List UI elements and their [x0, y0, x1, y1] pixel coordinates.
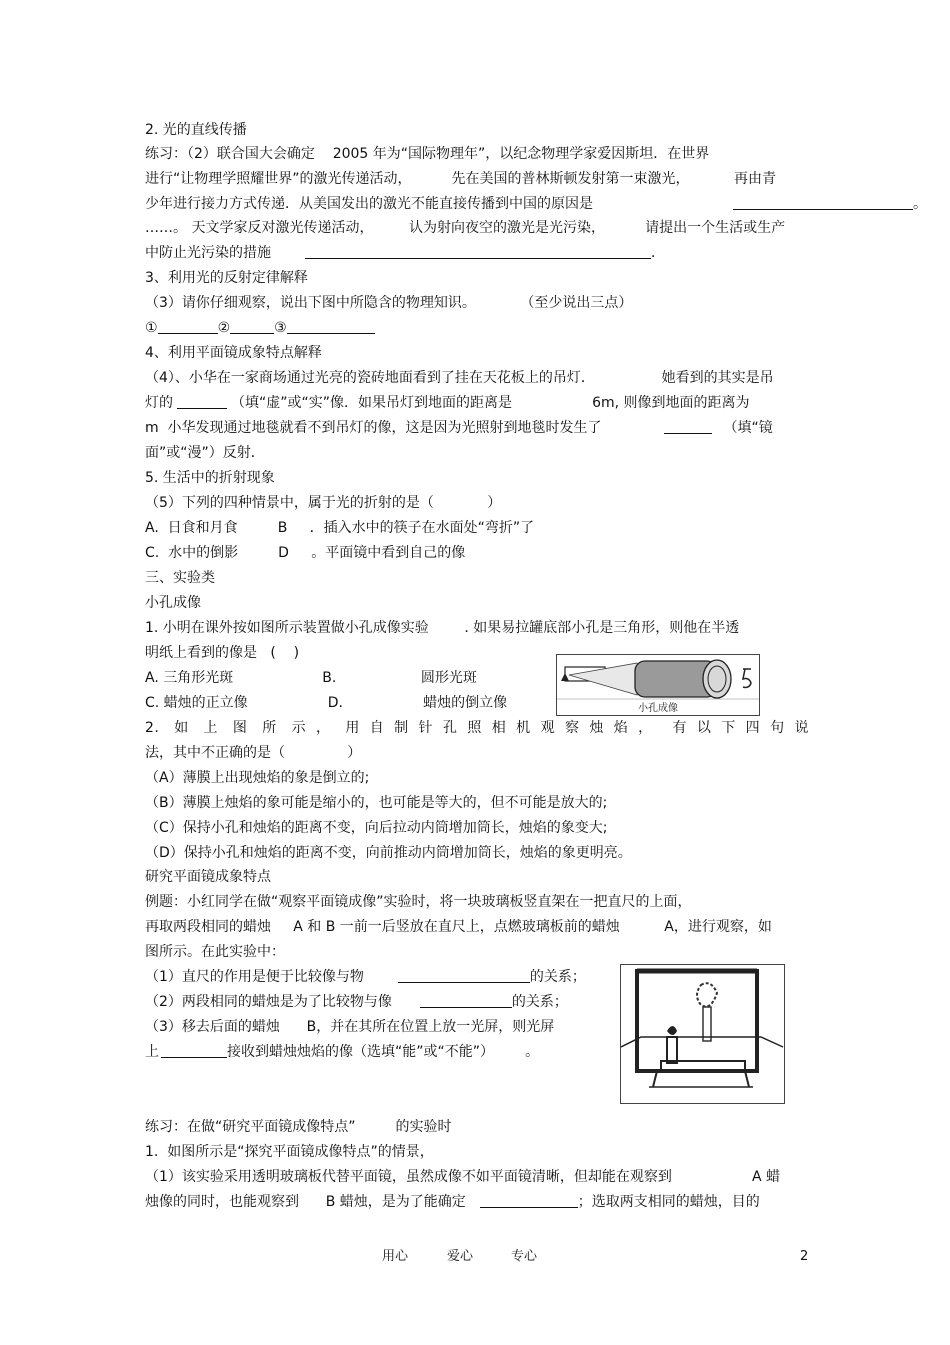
text-segment: （1）直尺的作用是便于比较像与物 [145, 969, 364, 985]
answer-blank [177, 394, 227, 409]
pinhole-camera-figure [556, 654, 760, 716]
choice-line: A. 日食和月食 B ．插入水中的筷子在水面处“弯折”了 [145, 520, 535, 536]
section-heading-plane-mirror: 4、利用平面镜成象特点解释 [145, 345, 322, 361]
subsection-heading-pinhole: 小孔成像 [145, 595, 201, 611]
answer-blank [664, 419, 712, 434]
blank-marker: ① [145, 320, 158, 336]
text-segment: ． [651, 245, 665, 261]
section-heading-experiments: 三、实验类 [145, 570, 215, 586]
answer-blank [420, 993, 512, 1008]
text-line: 例题：小红同学在做“观察平面镜成像”实验时，将一块玻璃板竖直架在一把直尺的上面， [145, 894, 692, 910]
text-line [145, 1193, 760, 1211]
text-line: 1. 小明在课外按如图所示装置做小孔成像实验 . 如果易拉罐底部小孔是三角形，则他在半透 [145, 620, 740, 636]
statement-line: （D）保持小孔和烛焰的距离不变，向前推动内筒增加筒长，烛焰的象更明亮。 [145, 845, 632, 861]
text-segment: 烛像的同时，也能观察到 B 蜡烛，是为了能确定 [145, 1194, 466, 1210]
text-line: 进行“让物理学照耀世界”的激光传递活动， 先在美国的普林斯顿发射第一束激光， 再由青 [145, 171, 777, 187]
text-line: 面”或“漫”）反射． [145, 445, 265, 461]
text-line: ……。 天文学家反对激光传递活动， 认为射向夜空的激光是光污染， 请提出一个生活或生产 [145, 220, 786, 236]
section-heading-reflection: 3、利用光的反射定律解释 [145, 270, 308, 286]
text-line: 图所示。在此实验中： [145, 944, 285, 960]
answer-blank [287, 319, 375, 334]
text-line [145, 394, 750, 412]
plane-mirror-experiment-figure [620, 964, 785, 1104]
blank-marker: ② [217, 320, 231, 336]
text-segment: 的关系； [511, 994, 568, 1010]
text-line: 练习：（2）联合国大会确定 2005 年为“国际物理年”，以纪念物理学家爱因斯坦．在世界 [145, 146, 710, 162]
section-heading-refraction: 5. 生活中的折射现象 [145, 470, 275, 486]
text-segment: （2）两段相同的蜡烛是为了比较物与像 [145, 994, 392, 1010]
answer-blank [230, 319, 274, 334]
statement-line: （C）保持小孔和烛焰的距离不变，向后拉动内筒增加筒长，烛焰的象变大; [145, 820, 608, 836]
text-segment: 上 [145, 1044, 159, 1060]
statement-line: （A）薄膜上出现烛焰的象是倒立的; [145, 770, 370, 786]
answer-blank [480, 1193, 578, 1208]
answer-blank [733, 195, 913, 210]
statement-line: （B）薄膜上烛焰的象可能是缩小的，也可能是等大的，但不可能是放大的; [145, 795, 608, 811]
answer-blank [305, 244, 651, 259]
text-segment: 接收到蜡烛烛焰的像（选填“能”或“不能”） 。 [227, 1044, 540, 1060]
answer-blank [158, 319, 218, 334]
footer-text-left: 用心 [382, 1249, 409, 1264]
text-segment: （填“虚”或“实”像．如果吊灯到地面的距离是 6m, 则像到地面的距离为 [231, 395, 750, 411]
text-line [145, 244, 665, 262]
text-segment: 。 [913, 196, 927, 212]
section-heading-light-propagation: 2. 光的直线传播 [145, 122, 247, 138]
text-line [145, 993, 568, 1011]
text-line [145, 1043, 539, 1061]
footer-text-right: 专心 [511, 1249, 538, 1264]
text-line: 再取两段相同的蜡烛 A 和 B 一前一后竖放在直尺上，点燃玻璃板前的蜡烛 A，进行观察，如 [145, 919, 772, 935]
text-line: 练习：在做“研究平面镜成像特点” 的实验时 [145, 1119, 452, 1135]
footer-text-mid: 爱心 [447, 1249, 474, 1264]
text-line: （3）移去后面的蜡烛 B，并在其所在位置上放一光屏，则光屏 [145, 1019, 555, 1035]
text-line [145, 419, 773, 437]
plane-mirror-drawing [621, 965, 784, 1103]
text-line [145, 968, 586, 986]
choice-line: C. 水中的倒影 D 。平面镜中看到自己的像 [145, 545, 466, 561]
text-line: （4）、小华在一家商场通过光亮的瓷砖地面看到了挂在天花板上的吊灯． 她看到的其实是吊 [145, 370, 774, 386]
choice-line: A. 三角形光斑 B. 圆形光斑 [145, 670, 477, 686]
question-stem: （5）下列的四种情景中，属于光的折射的是（ ） [145, 495, 502, 511]
text-line: 法，其中不正确的是（ ） [145, 745, 362, 761]
text-line [145, 319, 375, 337]
text-line: 1. 如图所示是“探究平面镜成像特点”的情景， [145, 1144, 434, 1160]
text-segment: 少年进行接力方式传递．从美国发出的激光不能直接传播到中国的原因是 [145, 196, 593, 212]
text-segment: （填“镜 [723, 420, 773, 436]
text-segment: m 小华发现通过地毯就看不到吊灯的像，这是因为光照射到地毯时发生了 [145, 420, 602, 436]
text-line: （3）请你仔细观察，说出下图中所隐含的物理知识。 （至少说出三点） [145, 295, 633, 311]
answer-blank [161, 1043, 227, 1058]
figure-caption: 小孔成像 [638, 703, 678, 714]
text-segment: 中防止光污染的措施 [145, 245, 271, 261]
page-number: 2 [800, 1249, 809, 1264]
choice-line: C. 蜡烛的正立像 D. 蜡烛的倒立像 [145, 695, 508, 711]
text-line [145, 195, 927, 213]
answer-blank [398, 968, 530, 983]
text-segment: ；选取两支相同的蜡烛，目的 [577, 1194, 760, 1210]
pinhole-camera-drawing [557, 655, 759, 715]
text-line: 2. 如 上 图 所 示 ， 用 自 制 针 孔 照 相 机 观 察 烛 焰 ， 有 以 下 四 句 说 [145, 720, 809, 736]
blank-marker: ③ [274, 320, 287, 336]
subsection-heading-plane-mirror: 研究平面镜成象特点 [145, 869, 271, 885]
text-segment: 灯的 [145, 395, 173, 411]
text-segment: 的关系； [529, 969, 586, 985]
text-line: （1）该实验采用透明玻璃板代替平面镜，虽然成像不如平面镜清晰，但却能在观察到 A 蜡 [145, 1169, 781, 1185]
text-line: 明纸上看到的像是 ( ) [145, 645, 300, 661]
